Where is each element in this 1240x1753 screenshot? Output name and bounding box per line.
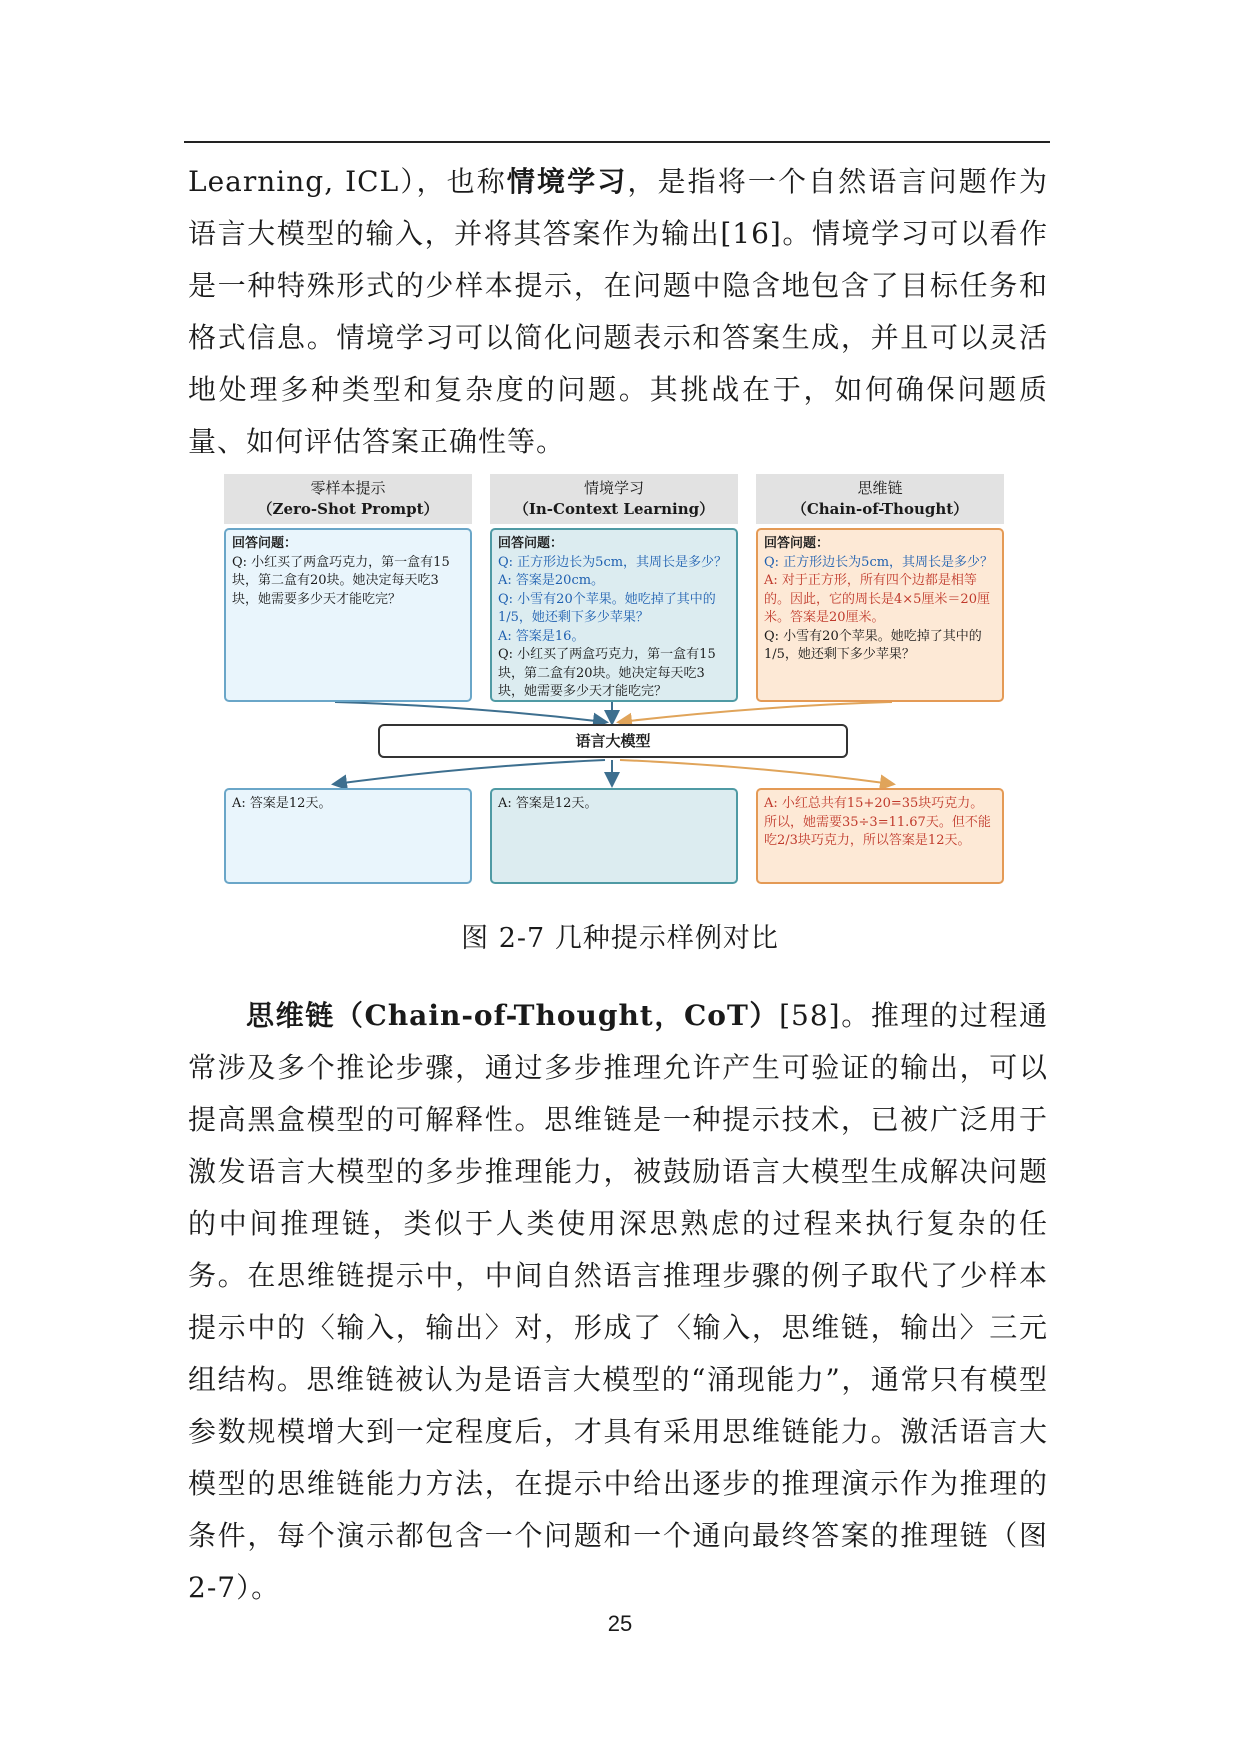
prompt-box-cot xyxy=(756,528,1004,702)
column-subtitle: （Zero-Shot Prompt） xyxy=(257,500,439,518)
para1-lead: Learning, ICL），也称 xyxy=(188,165,507,198)
icl-line: A: 答案是20cm。 xyxy=(498,573,605,588)
para1-text: ，是指将一个自然语言问题作为语言大模型的输入，并将其答案作为输出[16]。情境学习可以看作是一种特殊形式的少样本提示，在问题中隐含地包含了目标任务和格式信息。情境学习可以简化问题表示和答案生成，并且可以灵活地处理多种类型和复杂度的问题。其挑战在于，如何确保问题质量、如何评估答案正确性等。 xyxy=(188,165,1048,458)
answer-box-icl xyxy=(490,788,738,884)
column-title: 情境学习 xyxy=(583,479,644,497)
column-title: 思维链 xyxy=(857,479,903,497)
prompt-question: Q: 小红买了两盒巧克力，第一盒有15块，第二盒有20块。她决定每天吃3块，她需要多少天才能吃完？ xyxy=(232,554,450,607)
term-cot: 思维链（Chain-of-Thought，CoT） xyxy=(246,999,780,1032)
arrow-zero-to-llm xyxy=(335,702,605,722)
column-title: 零样本提示 xyxy=(310,479,386,497)
answer-text: A: 答案是12天。 xyxy=(232,796,332,811)
cot-line: A: 对于正方形，所有四个边都是相等的。因此，它的周长是4×5厘米＝20厘米。答案是20厘米。 xyxy=(764,573,990,625)
arrow-llm-to-cot xyxy=(620,760,892,784)
cot-line: Q: 正方形边长为5cm，其周长是多少？ xyxy=(764,554,994,570)
column-head-icl xyxy=(490,474,738,524)
answer-box-cot xyxy=(756,788,1004,884)
icl-line: Q: 正方形边长为5cm，其周长是多少？ xyxy=(498,554,728,570)
question-header: 回答问题： xyxy=(498,536,564,551)
question-header: 回答问题： xyxy=(764,536,830,551)
para2-text: [58]。推理的过程通常涉及多个推论步骤，通过多步推理允许产生可验证的输出，可以提高黑盒模型的可解释性。思维链是一种提示技术，已被广泛用于激发语言大模型的多步推理能力，被鼓励语言大模型生成解决问题的中间推理链，类似于人类使用深思熟虑的过程来执行复杂的任务。在思维链提示中，中间自然语言推理步骤的例子取代了少样本提示中的〈输入，输出〉对，形成了〈输入，思维链，输出〉三元组结构。思维链被认为是语言大模型的“涌现能力”，通常只有模型参数规模增大到一定程度后，才具有采用思维链能力。激活语言大模型的思维链能力方法，在提示中给出逐步的推理演示作为推理的条件，每个演示都包含一个问题和一个通向最终答案的推理链（图 2-7）。 xyxy=(188,999,1048,1604)
arrow-cot-to-llm xyxy=(620,702,892,722)
paragraph-cot xyxy=(188,990,1048,1614)
header-rule xyxy=(184,141,1050,143)
paragraph-icl xyxy=(188,156,1048,468)
cot-line: Q: 小雪有20个苹果。她吃掉了其中的1/5，她还剩下多少苹果？ xyxy=(764,628,982,662)
prompt-box-icl xyxy=(490,528,738,702)
question-header: 回答问题： xyxy=(232,536,298,551)
llm-box: 语言大模型 xyxy=(378,724,848,758)
answer-text: A: 答案是12天。 xyxy=(498,796,598,811)
term-icl: 情境学习 xyxy=(506,165,628,198)
column-subtitle: （Chain-of-Thought） xyxy=(791,500,969,518)
icl-line: Q: 小雪有20个苹果。她吃掉了其中的1/5，她还剩下多少苹果？ xyxy=(498,591,716,625)
prompt-box-zero-shot xyxy=(224,528,472,702)
column-head-cot xyxy=(756,474,1004,524)
figure-caption: 图 2-7 几种提示样例对比 xyxy=(461,923,779,954)
arrow-llm-to-zero xyxy=(335,760,605,784)
icl-line: Q: 小红买了两盒巧克力，第一盒有15块，第二盒有20块。她决定每天吃3块，她需要多少天才能吃完？ xyxy=(498,647,716,699)
icl-line: A: 答案是16。 xyxy=(498,628,585,644)
column-subtitle: （In-Context Learning） xyxy=(513,500,715,518)
column-head-zero-shot xyxy=(224,474,472,524)
figure-prompt-comparison xyxy=(220,474,1010,894)
answer-box-zero-shot xyxy=(224,788,472,884)
answer-text: A: 小红总共有15+20=35块巧克力。所以，她需要35÷3=11.67天。但不能吃2/3块巧克力，所以答案是12天。 xyxy=(764,796,991,848)
page-number: 25 xyxy=(607,1611,633,1636)
